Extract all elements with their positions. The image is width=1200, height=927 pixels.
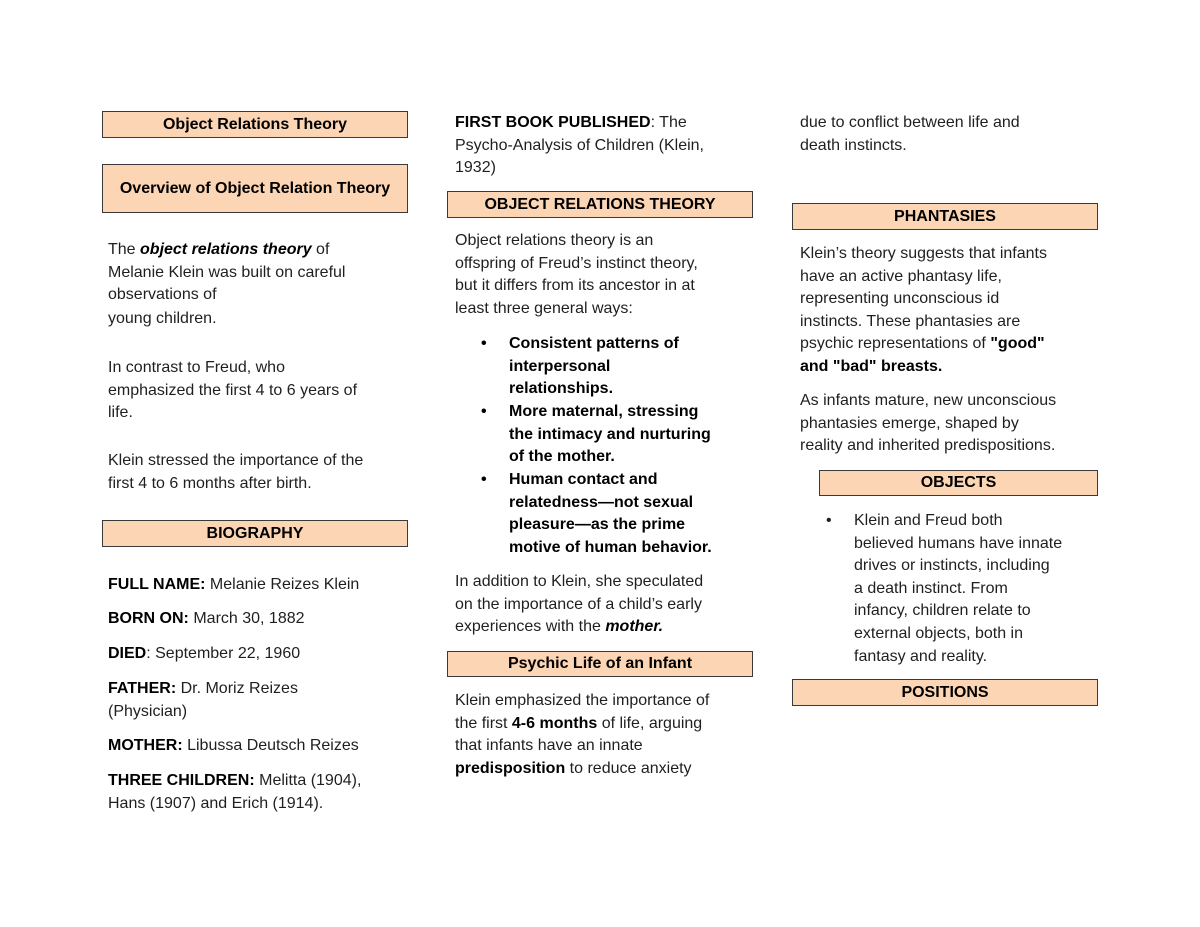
phantasies-emphasis: and "bad" breasts. (800, 357, 943, 375)
bullet-icon: • (826, 512, 832, 529)
due-line: death instincts. (800, 136, 907, 154)
bio-born (108, 608, 305, 631)
phantasies-text: psychic representations of (800, 335, 991, 353)
bullet-line: interpersonal (509, 357, 611, 375)
phantasies-line: Klein’s theory suggests that infants (800, 245, 1047, 262)
ort-line: offspring of Freud’s instinct theory, (455, 254, 698, 272)
objects-line: a death instinct. From (854, 579, 1008, 597)
intro-text: The (108, 241, 141, 258)
mother-value: Libussa Deutsch Reizes (182, 737, 359, 754)
stress-line: first 4 to 6 months after birth. (108, 474, 312, 492)
bullet-line: Human contact and (509, 471, 658, 488)
psychic-text: to reduce anxiety (565, 759, 692, 777)
bullet-icon: • (481, 471, 487, 488)
stress-paragraph (108, 450, 363, 495)
first-book-value: : The (650, 114, 687, 131)
mature-line: reality and inherited predispositions. (800, 437, 1056, 455)
first-book-line: 1932) (455, 159, 496, 177)
bullet-line: Consistent patterns of (509, 335, 679, 352)
died-value: : September 22, 1960 (146, 645, 301, 662)
intro-line: young children. (108, 309, 217, 327)
mother-label: MOTHER: (108, 737, 183, 754)
psychic-emphasis: predisposition (455, 759, 566, 777)
father-line: (Physician) (108, 702, 188, 720)
bio-mother (108, 735, 359, 758)
first-book-line: Psycho-Analysis of Children (Klein, (455, 136, 704, 154)
bullet-line: relationships. (509, 380, 614, 398)
intro-line: Melanie Klein was built on careful (108, 263, 346, 281)
stress-line: Klein stressed the importance of the (108, 452, 364, 469)
addition-text: experiences with the (455, 618, 606, 636)
phantasies-line: representing unconscious id (800, 290, 1000, 308)
ort-paragraph (455, 230, 698, 320)
psychic-text: of life, arguing (597, 714, 703, 732)
born-label: BORN ON: (108, 610, 189, 627)
intro-emphasis: object relations theory (140, 241, 312, 258)
father-label: FATHER: (108, 680, 177, 697)
bio-died (108, 643, 300, 666)
bullet-line: pleasure—as the prime (509, 516, 686, 534)
objects-line: drives or instincts, including (854, 557, 1050, 575)
bullet-line: of the mother. (509, 448, 615, 466)
contrast-line: life. (108, 404, 133, 422)
due-paragraph (800, 112, 1020, 157)
due-line: due to conflict between life and (800, 114, 1020, 131)
bullet-line: relatedness—not sexual (509, 493, 694, 511)
mature-line: As infants mature, new unconscious (800, 392, 1057, 409)
phantasies-paragraph (800, 243, 1047, 379)
bullet-line: the intimacy and nurturing (509, 425, 711, 443)
born-value: March 30, 1882 (188, 610, 305, 627)
first-book-label: FIRST BOOK PUBLISHED (455, 114, 651, 131)
bullet-icon: • (481, 403, 487, 420)
objects-line: fantasy and reality. (854, 647, 988, 665)
died-label: DIED (108, 645, 147, 662)
intro-line: observations of (108, 286, 217, 304)
mature-paragraph (800, 390, 1056, 458)
intro-paragraph (108, 239, 345, 330)
section-header-ort: OBJECT RELATIONS THEORY (447, 191, 753, 218)
section-header-biography: BIOGRAPHY (102, 520, 408, 547)
objects-line: infancy, children relate to (854, 602, 1031, 620)
father-value: Dr. Moriz Reizes (176, 680, 298, 697)
first-book-paragraph (455, 112, 704, 180)
section-header-object-relations-theory: Object Relations Theory (102, 111, 408, 138)
section-header-positions: POSITIONS (792, 679, 1098, 706)
full-name-value: Melanie Reizes Klein (205, 576, 360, 593)
objects-line: believed humans have innate (854, 534, 1063, 552)
children-line: Hans (1907) and Erich (1914). (108, 794, 324, 812)
psychic-paragraph (455, 690, 709, 780)
full-name-label: FULL NAME: (108, 576, 206, 593)
bullet-icon: • (481, 335, 487, 352)
bullet-line: More maternal, stressing (509, 403, 699, 420)
ort-line: least three general ways: (455, 299, 633, 317)
section-header-phantasies: PHANTASIES (792, 203, 1098, 230)
psychic-emphasis: 4-6 months (511, 714, 598, 732)
children-label: THREE CHILDREN: (108, 772, 255, 789)
contrast-line: In contrast to Freud, who (108, 359, 285, 376)
addition-paragraph (455, 571, 703, 639)
psychic-line: Klein emphasized the importance of (455, 692, 710, 709)
ort-line: Object relations theory is an (455, 232, 654, 249)
psychic-text: the first (455, 714, 512, 732)
addition-emphasis: mother. (605, 618, 664, 636)
children-value: Melitta (1904), (254, 772, 362, 789)
mature-line: phantasies emerge, shaped by (800, 414, 1019, 432)
list-item (481, 333, 751, 403)
bio-full-name (108, 574, 359, 597)
bio-children (108, 770, 361, 815)
contrast-line: emphasized the first 4 to 6 years of (108, 381, 358, 399)
list-item (826, 510, 1098, 670)
bio-father (108, 678, 298, 723)
objects-line: Klein and Freud both (854, 512, 1003, 529)
intro-text-end: of (311, 241, 330, 258)
section-header-objects: OBJECTS (819, 470, 1098, 496)
section-header-psychic-life: Psychic Life of an Infant (447, 651, 753, 677)
phantasies-line: instincts. These phantasies are (800, 312, 1021, 330)
section-header-overview: Overview of Object Relation Theory (102, 164, 408, 213)
psychic-line: that infants have an innate (455, 737, 643, 755)
list-item (481, 469, 751, 561)
addition-line: In addition to Klein, she speculated (455, 573, 704, 590)
addition-line: on the importance of a child’s early (455, 595, 702, 613)
contrast-paragraph (108, 357, 357, 425)
ort-line: but it differs from its ancestor in at (455, 277, 695, 295)
objects-line: external objects, both in (854, 624, 1023, 642)
list-item (481, 401, 751, 471)
bullet-line: motive of human behavior. (509, 538, 712, 556)
phantasies-emphasis: "good" (990, 335, 1045, 353)
phantasies-line: have an active phantasy life, (800, 267, 1002, 285)
